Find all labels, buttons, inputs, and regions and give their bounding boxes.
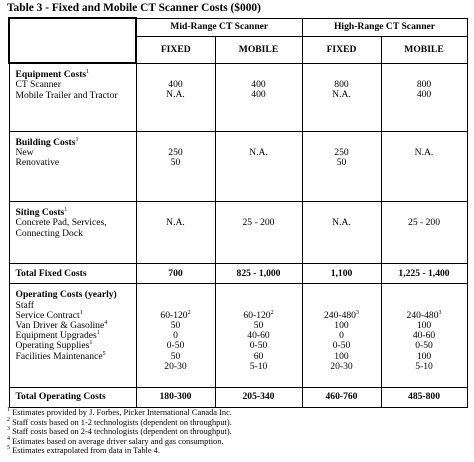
value-cell [136, 284, 215, 387]
table-title: Table 3 - Fixed and Mobile CT Scanner Costs ($000) [7, 2, 261, 14]
footnote-marker: 2 [7, 416, 10, 423]
value-cell [215, 202, 302, 264]
value-cell [215, 284, 302, 387]
value: 25 - 200 [242, 217, 275, 229]
footnote-text: Estimates based on average driver salary and gas consumption. [12, 436, 224, 446]
group-header-row [9, 18, 467, 36]
footnote-ref: 2 [270, 309, 274, 316]
total-value: 485-800 [381, 387, 467, 407]
footnote-ref: 1 [96, 330, 100, 337]
footnote-ref: 1 [86, 68, 90, 75]
operating-costs-row [9, 284, 467, 387]
value: 0 [173, 330, 178, 342]
value-cell [215, 63, 302, 131]
group-high-range: High-Range CT Scanner [302, 18, 467, 36]
footnote-text: Staff costs based on 2-4 technologists (dependent on throughput). [12, 427, 232, 436]
value: 0-50 [166, 340, 185, 352]
value: 50 [170, 320, 181, 332]
value-cell [302, 63, 381, 131]
total-operating-row [9, 387, 467, 407]
value-text: 60-120 [243, 309, 271, 321]
value: 800 [334, 78, 349, 90]
footnote-ref: 1 [64, 206, 68, 213]
value: 100 [416, 320, 432, 332]
footnote-text: Staff costs based on 1-2 technologists (dependent on throughput). [12, 417, 232, 427]
value: 0-50 [249, 340, 268, 352]
section-heading: Equipment Costs [15, 69, 87, 81]
value: 40-60 [247, 330, 270, 342]
total-label: Total Fixed Costs [9, 264, 136, 284]
item-label: Staff [15, 299, 34, 311]
value-cell [381, 131, 467, 201]
value: 0 [339, 330, 344, 342]
row-label [9, 202, 136, 264]
total-value: 1,225 - 1,400 [381, 264, 467, 284]
footnote [7, 427, 232, 437]
value: N.A. [166, 89, 185, 101]
column-header: MOBILE [215, 36, 302, 63]
row-label [9, 131, 136, 201]
value: 50 [336, 157, 347, 169]
footnote-marker: 3 [7, 426, 10, 433]
value: 400 [416, 89, 432, 101]
value-text: 240-480 [406, 309, 439, 321]
footnote-ref: 1 [79, 309, 83, 316]
value: 0-50 [415, 340, 433, 352]
value: 25 - 200 [408, 217, 440, 229]
building-costs-row [9, 131, 467, 201]
value: 400 [251, 78, 266, 90]
value: 40-60 [412, 330, 436, 342]
value: 50 [170, 350, 181, 362]
footnotes [7, 408, 232, 456]
value: N.A. [249, 147, 268, 159]
section-heading: Operating Costs (yearly) [15, 289, 117, 301]
value: 0-50 [332, 340, 351, 352]
column-header: MOBILE [381, 36, 467, 63]
column-header: FIXED [302, 36, 381, 63]
total-label: Total Operating Costs [9, 387, 136, 407]
item-text: Operating Supplies [15, 340, 90, 352]
footnote-ref: 1 [75, 136, 79, 143]
value-cell [302, 284, 381, 387]
footnote-text: Estimates provided by J. Forbes, Picker International Canada Inc. [12, 408, 232, 417]
value-cell [381, 284, 467, 387]
footnote-marker: 5 [7, 445, 10, 452]
footnote [7, 446, 232, 456]
value: 5-10 [415, 360, 433, 372]
item-label: CT Scanner [15, 79, 61, 91]
value-cell [381, 63, 467, 131]
section-heading: Siting Costs [15, 207, 65, 219]
footnote-ref: 3 [438, 309, 442, 316]
footnote-ref: 4 [104, 319, 108, 326]
item-label: Concrete Pad, Services, [15, 217, 107, 229]
item-text: Facilities Maintenance [15, 350, 103, 362]
value: N.A. [414, 147, 434, 159]
value-cell [302, 202, 381, 264]
row-label [9, 284, 136, 387]
value-text: 240-480 [324, 309, 356, 321]
value: 5-10 [249, 360, 268, 372]
value: N.A. [332, 89, 351, 101]
total-value: 460-760 [302, 387, 381, 407]
value-cell [136, 131, 215, 201]
value: 800 [416, 78, 432, 90]
footnote-ref: 5 [102, 350, 106, 357]
total-value: 1,100 [302, 264, 381, 284]
footnote-ref: 1 [89, 340, 93, 347]
value: 20-30 [330, 360, 353, 372]
cost-table [8, 17, 468, 408]
section-heading: Building Costs [15, 136, 76, 148]
item-text: Service Contract [15, 309, 80, 321]
value: 100 [334, 320, 349, 332]
value: 50 [253, 320, 264, 332]
value-cell [302, 131, 381, 201]
total-value: 205-340 [215, 387, 302, 407]
footnote [7, 418, 232, 428]
value: N.A. [332, 217, 351, 229]
group-mid-range: Mid-Range CT Scanner [136, 18, 302, 36]
item-text: Equipment Upgrades [15, 330, 97, 342]
column-header: FIXED [136, 36, 215, 63]
total-value: 825 - 1,000 [215, 264, 302, 284]
value: 400 [251, 89, 266, 101]
footnote-marker: 4 [7, 435, 10, 442]
item-text: Van Driver & Gasoline [15, 320, 105, 332]
total-value: 180-300 [136, 387, 215, 407]
value: 250 [168, 147, 183, 159]
value-cell [136, 202, 215, 264]
value: 100 [416, 350, 432, 362]
value-cell [136, 63, 215, 131]
value-cell [381, 202, 467, 264]
total-value: 700 [136, 264, 215, 284]
item-label: Connecting Dock [15, 227, 83, 239]
value: 400 [168, 78, 183, 90]
siting-costs-row [9, 202, 467, 264]
value: 60 [253, 350, 264, 362]
footnote-text: Estimates extrapolated from data in Table 4. [12, 446, 160, 455]
corner-cell [9, 18, 136, 63]
row-label [9, 63, 136, 131]
item-label [16, 352, 136, 362]
footnote [7, 408, 232, 418]
item-label: New [15, 147, 34, 159]
value: 20-30 [164, 360, 187, 372]
equipment-costs-row [9, 63, 467, 131]
value-text: 60-120 [160, 309, 188, 321]
value: 250 [334, 147, 349, 159]
item-label: Renovative [15, 157, 60, 169]
footnote [7, 437, 232, 447]
value-cell [215, 131, 302, 201]
value: 50 [170, 157, 181, 169]
footnote-marker: 1 [7, 407, 10, 414]
value: N.A. [166, 217, 185, 229]
footnote-ref: 3 [355, 309, 359, 316]
value: 100 [334, 350, 349, 362]
footnote-ref: 2 [187, 309, 191, 316]
total-fixed-row [9, 264, 467, 284]
item-label: Mobile Trailer and Tractor [15, 89, 118, 101]
